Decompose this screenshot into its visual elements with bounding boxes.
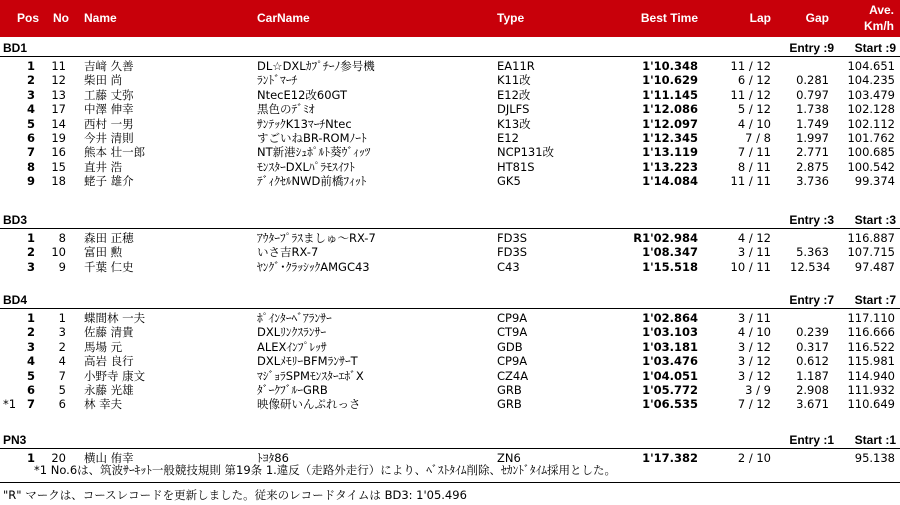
cell-type: K13改 xyxy=(497,116,531,131)
class-title-row xyxy=(0,292,900,309)
cell-type: GK5 xyxy=(497,174,521,189)
cell-no: 16 xyxy=(51,145,66,160)
header-avg-1: Ave. xyxy=(869,3,894,17)
cell-name: 柴田 尚 xyxy=(84,73,123,88)
cell-pos: 7 xyxy=(26,397,35,412)
cell-type: FD3S xyxy=(497,231,528,245)
cell-pos: 4 xyxy=(26,354,35,369)
cell-lap: 11 / 12 xyxy=(730,87,771,102)
class-group-pn3 xyxy=(0,432,900,463)
cell-no: 11 xyxy=(51,59,66,73)
table-row xyxy=(0,102,900,116)
cell-lap: 11 / 12 xyxy=(730,59,771,73)
entry-count: Entry :7 xyxy=(789,293,834,307)
table-row xyxy=(0,354,900,368)
cell-type: EA11R xyxy=(497,59,535,73)
cell-pos: 7 xyxy=(26,145,35,160)
cell-lap: 8 / 11 xyxy=(737,159,771,174)
table-row xyxy=(0,311,900,325)
cell-lap: 3 / 11 xyxy=(737,245,771,260)
cell-name: 富田 勲 xyxy=(84,245,123,260)
cell-gap: 1.749 xyxy=(796,116,829,131)
cell-name: 中澤 伸幸 xyxy=(84,102,134,117)
cell-lap: 4 / 10 xyxy=(737,116,771,131)
cell-mark: *1 xyxy=(3,397,17,412)
cell-car: DXLﾒﾓﾘｰBFMﾗﾝｻｰT xyxy=(257,354,358,369)
cell-name: 森田 正穂 xyxy=(84,231,134,245)
start-count: Start :7 xyxy=(854,293,896,307)
cell-name: 馬場 元 xyxy=(84,339,123,354)
cell-best: 1'06.535 xyxy=(642,397,698,412)
cell-gap: 2.908 xyxy=(796,382,829,397)
cell-no: 4 xyxy=(58,354,66,369)
cell-car: ﾄﾖﾀ86 xyxy=(257,451,289,465)
header-pos: Pos xyxy=(17,11,40,25)
cell-avg: 101.762 xyxy=(847,130,895,145)
class-separator xyxy=(0,448,900,449)
cell-name: 直井 浩 xyxy=(84,159,123,174)
cell-lap: 3 / 12 xyxy=(737,339,771,354)
cell-car: ｻﾝﾃｯｸK13ﾏｰﾁNtec xyxy=(257,116,352,131)
table-row xyxy=(0,340,900,354)
cell-no: 5 xyxy=(58,382,66,397)
cell-no: 20 xyxy=(51,451,66,465)
record-note: "R" マークは、コースレコードを更新しました。従来のレコードタイムは BD3: 1'05.496 xyxy=(3,488,467,502)
cell-type: CZ4A xyxy=(497,368,529,383)
cell-best: 1'02.864 xyxy=(642,311,698,325)
cell-avg: 110.649 xyxy=(847,397,895,412)
cell-type: CP9A xyxy=(497,311,528,325)
cell-lap: 3 / 9 xyxy=(745,382,771,397)
cell-type: HT81S xyxy=(497,159,535,174)
cell-lap: 3 / 11 xyxy=(737,311,771,325)
header-gap: Gap xyxy=(805,11,829,25)
entry-count: Entry :1 xyxy=(789,433,834,447)
cell-type: GDB xyxy=(497,339,523,354)
cell-name: 蛯子 雄介 xyxy=(84,174,134,189)
cell-type: K11改 xyxy=(497,73,531,88)
cell-gap: 3.671 xyxy=(796,397,829,412)
class-name: PN3 xyxy=(3,433,27,447)
cell-name: 高岩 良行 xyxy=(84,354,134,369)
cell-name: 小野寺 康文 xyxy=(84,368,146,383)
cell-type: E12 xyxy=(497,130,519,145)
entry-count: Entry :3 xyxy=(789,213,834,227)
cell-lap: 10 / 11 xyxy=(730,259,771,274)
cell-avg: 104.651 xyxy=(847,59,895,73)
cell-avg: 99.374 xyxy=(854,174,895,189)
cell-name: 佐藤 清貴 xyxy=(84,325,134,340)
cell-avg: 100.542 xyxy=(847,159,895,174)
cell-name: 蝶間林 一夫 xyxy=(84,311,146,325)
cell-car: ﾗﾝﾄﾞﾏｰﾁ xyxy=(257,73,298,88)
cell-best: 1'13.119 xyxy=(642,145,698,160)
cell-avg: 115.981 xyxy=(847,354,895,369)
cell-type: E12改 xyxy=(497,87,531,102)
cell-car: ﾔﾝｸﾞ･ｸﾗｯｼｯｸAMGC43 xyxy=(257,259,370,274)
table-row xyxy=(0,260,900,274)
cell-avg: 116.666 xyxy=(847,325,895,340)
cell-no: 18 xyxy=(51,174,66,189)
cell-name: 永藤 光雄 xyxy=(84,382,134,397)
header-no: No xyxy=(53,11,69,25)
cell-lap: 4 / 12 xyxy=(737,231,771,245)
cell-pos: 1 xyxy=(26,311,35,325)
cell-car: DL☆DXLｶﾌﾟﾁｰﾉ参号機 xyxy=(257,59,375,73)
cell-best: 1'03.181 xyxy=(642,339,698,354)
cell-gap: 0.239 xyxy=(796,325,829,340)
cell-car: ﾓﾝｽﾀｰDXLﾊﾟﾗﾓｽｲﾌﾄ xyxy=(257,159,355,174)
cell-car: ﾎﾟｲﾝﾀｰﾍﾞｱﾗﾝｻｰ xyxy=(257,311,332,325)
cell-avg: 116.887 xyxy=(847,231,895,245)
result-rows xyxy=(0,59,900,189)
cell-avg: 107.715 xyxy=(847,245,895,260)
cell-lap: 7 / 8 xyxy=(745,130,771,145)
table-row xyxy=(0,117,900,131)
cell-name: 熊本 壮一郎 xyxy=(84,145,146,160)
cell-pos: 5 xyxy=(26,368,35,383)
class-name: BD4 xyxy=(3,293,28,307)
cell-gap: 2.875 xyxy=(796,159,829,174)
cell-car: ALEXｲﾝﾌﾟﾚｯｻ xyxy=(257,339,327,354)
cell-gap: 1.187 xyxy=(796,368,829,383)
cell-best: 1'12.086 xyxy=(642,102,698,117)
cell-name: 西村 一男 xyxy=(84,116,134,131)
cell-type: C43 xyxy=(497,259,520,274)
table-row xyxy=(0,73,900,87)
table-row xyxy=(0,160,900,174)
cell-avg: 103.479 xyxy=(847,87,895,102)
class-group-bd4 xyxy=(0,292,900,410)
cell-avg: 116.522 xyxy=(847,339,895,354)
cell-best: 1'03.476 xyxy=(642,354,698,369)
header-lap: Lap xyxy=(749,11,771,25)
header-best: Best Time xyxy=(640,11,698,25)
class-name: BD3 xyxy=(3,213,28,227)
cell-pos: 2 xyxy=(26,325,35,340)
cell-avg: 95.138 xyxy=(854,451,895,465)
class-name: BD1 xyxy=(3,41,28,55)
table-row xyxy=(0,88,900,102)
start-count: Start :3 xyxy=(854,213,896,227)
cell-best: 1'17.382 xyxy=(642,451,698,465)
table-row xyxy=(0,59,900,73)
class-separator xyxy=(0,308,900,309)
cell-gap: 2.771 xyxy=(796,145,829,160)
cell-car: NT新港ｼｭﾎﾟﾙﾄ葵ｳﾞｨｯﾂ xyxy=(257,145,371,160)
cell-gap: 3.736 xyxy=(796,174,829,189)
cell-pos: 2 xyxy=(26,245,35,260)
cell-best: 1'12.097 xyxy=(642,116,698,131)
cell-type: NCP131改 xyxy=(497,145,555,160)
header-car: CarName xyxy=(257,11,310,25)
cell-avg: 97.487 xyxy=(854,259,895,274)
cell-pos: 3 xyxy=(26,339,35,354)
cell-no: 17 xyxy=(51,102,66,117)
start-count: Start :1 xyxy=(854,433,896,447)
cell-no: 9 xyxy=(58,259,66,274)
cell-best: 1'11.145 xyxy=(642,87,698,102)
table-row xyxy=(0,174,900,188)
cell-name: 林 幸夫 xyxy=(84,397,123,412)
cell-car: ｱｳﾀｰﾌﾟﾗｽましゅ～RX-7 xyxy=(257,231,376,245)
cell-type: DJLFS xyxy=(497,102,530,117)
cell-pos: 9 xyxy=(26,174,35,189)
cell-name: 千葉 仁史 xyxy=(84,259,134,274)
footnote: *1 No.6は、筑波ｻｰｷｯﾄ一般競技規則 第19条 1.違反（走路外走行）により、ﾍﾞｽﾄﾀｲﾑ削除、ｾｶﾝﾄﾞﾀｲﾑ採用とした。 xyxy=(34,463,617,477)
cell-type: ZN6 xyxy=(497,451,521,465)
cell-name: 吉﨑 久善 xyxy=(84,59,134,73)
cell-lap: 7 / 11 xyxy=(737,145,771,160)
footer-separator xyxy=(0,482,900,483)
cell-no: 3 xyxy=(58,325,66,340)
cell-lap: 3 / 12 xyxy=(737,368,771,383)
cell-type: CT9A xyxy=(497,325,528,340)
class-title-row xyxy=(0,432,900,449)
class-group-bd3 xyxy=(0,212,900,272)
cell-best: 1'04.051 xyxy=(642,368,698,383)
cell-pos: 5 xyxy=(26,116,35,131)
cell-type: FD3S xyxy=(497,245,528,260)
cell-car: いさ吉RX-7 xyxy=(257,245,319,260)
cell-pos: 1 xyxy=(26,231,35,245)
class-separator xyxy=(0,56,900,57)
header-avg-2: Km/h xyxy=(864,19,894,33)
table-row xyxy=(0,131,900,145)
cell-pos: 6 xyxy=(26,130,35,145)
cell-best: 1'05.772 xyxy=(642,382,698,397)
cell-best: 1'03.103 xyxy=(642,325,698,340)
cell-name: 横山 侑幸 xyxy=(84,451,134,465)
cell-lap: 7 / 12 xyxy=(737,397,771,412)
cell-car: DXLﾘﾝｸｽﾗﾝｻｰ xyxy=(257,325,327,340)
header-name: Name xyxy=(84,11,117,25)
cell-pos: 4 xyxy=(26,102,35,117)
table-row xyxy=(0,325,900,339)
cell-no: 12 xyxy=(51,73,66,88)
cell-lap: 4 / 10 xyxy=(737,325,771,340)
table-row xyxy=(0,231,900,245)
cell-lap: 2 / 10 xyxy=(737,451,771,465)
table-row xyxy=(0,397,900,411)
cell-no: 1 xyxy=(58,311,66,325)
table-header xyxy=(0,0,900,37)
cell-avg: 117.110 xyxy=(847,311,895,325)
cell-pos: 3 xyxy=(26,259,35,274)
cell-gap: 0.612 xyxy=(796,354,829,369)
cell-car: ﾀﾞｰｸﾌﾞﾙｰGRB xyxy=(257,382,328,397)
cell-best: 1'13.223 xyxy=(642,159,698,174)
cell-car: 黒色のﾃﾞﾐｵ xyxy=(257,102,315,117)
cell-best: 1'08.347 xyxy=(642,245,698,260)
cell-avg: 104.235 xyxy=(847,73,895,88)
cell-name: 今井 清則 xyxy=(84,130,134,145)
result-rows xyxy=(0,311,900,412)
cell-lap: 3 / 12 xyxy=(737,354,771,369)
cell-avg: 100.685 xyxy=(847,145,895,160)
cell-best: 1'14.084 xyxy=(642,174,698,189)
cell-no: 13 xyxy=(51,87,66,102)
cell-pos: 2 xyxy=(26,73,35,88)
cell-avg: 114.940 xyxy=(847,368,895,383)
cell-gap: 1.738 xyxy=(796,102,829,117)
cell-no: 10 xyxy=(51,245,66,260)
cell-avg: 111.932 xyxy=(847,382,895,397)
cell-name: 工藤 丈弥 xyxy=(84,87,134,102)
class-title-row xyxy=(0,40,900,57)
cell-no: 15 xyxy=(51,159,66,174)
cell-no: 14 xyxy=(51,116,66,131)
table-row xyxy=(0,145,900,159)
cell-best: 1'10.348 xyxy=(642,59,698,73)
cell-avg: 102.112 xyxy=(847,116,895,131)
cell-no: 7 xyxy=(58,368,66,383)
cell-car: 映像研いんぷれっさ xyxy=(257,397,361,412)
table-row xyxy=(0,383,900,397)
start-count: Start :9 xyxy=(854,41,896,55)
cell-gap: 0.797 xyxy=(796,87,829,102)
cell-type: GRB xyxy=(497,397,522,412)
cell-lap: 6 / 12 xyxy=(737,73,771,88)
class-separator xyxy=(0,228,900,229)
table-row xyxy=(0,245,900,259)
cell-best: 1'12.345 xyxy=(642,130,698,145)
cell-car: NtecE12改60GT xyxy=(257,87,348,102)
cell-best: 1'10.629 xyxy=(642,73,698,88)
cell-best: 1'15.518 xyxy=(642,259,698,274)
table-row xyxy=(0,369,900,383)
cell-car: すごいねBR-ROMﾉｰﾄ xyxy=(257,130,367,145)
cell-no: 6 xyxy=(58,397,66,412)
cell-gap: 0.281 xyxy=(796,73,829,88)
header-type: Type xyxy=(497,11,525,25)
cell-lap: 11 / 11 xyxy=(730,174,771,189)
cell-type: GRB xyxy=(497,382,522,397)
cell-pos: 1 xyxy=(26,451,35,465)
cell-gap: 1.997 xyxy=(796,130,829,145)
cell-best: R1'02.984 xyxy=(633,231,698,245)
cell-pos: 8 xyxy=(26,159,35,174)
cell-lap: 5 / 12 xyxy=(737,102,771,117)
cell-type: CP9A xyxy=(497,354,528,369)
cell-no: 2 xyxy=(58,339,66,354)
cell-pos: 3 xyxy=(26,87,35,102)
cell-gap: 0.317 xyxy=(796,339,829,354)
cell-gap: 5.363 xyxy=(796,245,829,260)
cell-gap: 12.534 xyxy=(790,259,831,274)
cell-car: ﾃﾞｨｸｾﾙNWD前橋ﾌｨｯﾄ xyxy=(257,174,367,189)
cell-no: 19 xyxy=(51,130,66,145)
cell-car: ﾏｼﾞｮﾗSPMﾓﾝｽﾀｰｴﾎﾞX xyxy=(257,368,364,383)
class-title-row xyxy=(0,212,900,229)
cell-pos: 6 xyxy=(26,382,35,397)
cell-pos: 1 xyxy=(26,59,35,73)
cell-avg: 102.128 xyxy=(847,102,895,117)
cell-no: 8 xyxy=(58,231,66,245)
result-rows xyxy=(0,231,900,274)
entry-count: Entry :9 xyxy=(789,41,834,55)
class-group-bd1 xyxy=(0,40,900,187)
